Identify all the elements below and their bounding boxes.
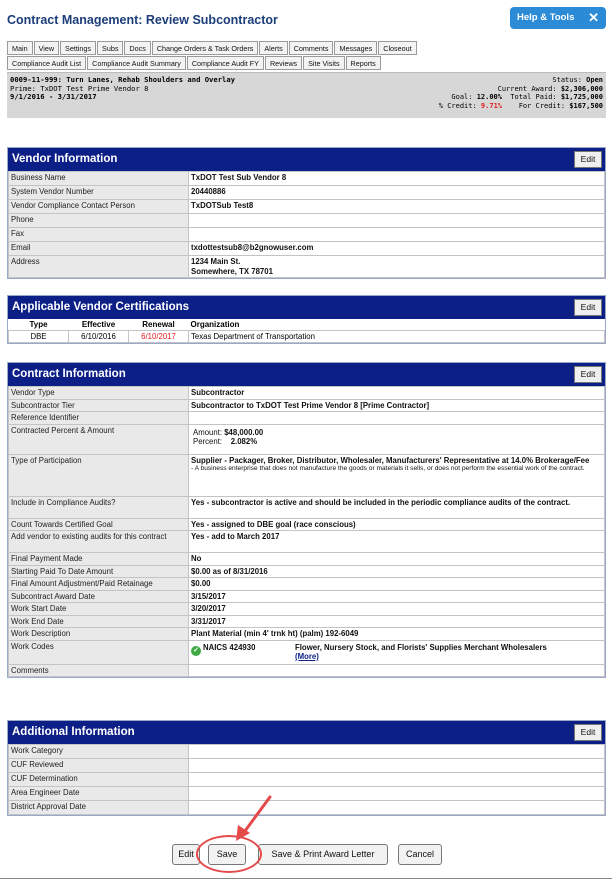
award-date-label: Subcontract Award Date [9,590,189,603]
field-label: Phone [9,214,189,228]
final-payment-value: No [189,553,605,566]
table-row [9,228,605,242]
tab-comments[interactable]: Comments [289,41,334,55]
table-row [9,172,605,186]
cert-renewal: 6/10/2017 [129,331,189,343]
table-row [9,331,605,343]
field-label: CUF Determination [9,773,189,787]
amount-value: $48,000.00 [224,427,264,437]
field-label: Email [9,242,189,256]
table-row [9,745,605,759]
status-value: Open [586,76,603,84]
more-link[interactable]: (More) [295,652,319,661]
end-date-value: 3/31/2017 [189,615,605,628]
field-label: Fax [9,228,189,242]
vendor-type-label: Vendor Type [9,387,189,400]
participation-note: - A business enterprise that does not manufacture the goods or materials it sells, or does not perform the essential work of the contract. [191,465,585,472]
goal-count-value: Yes - assigned to DBE goal (race conscious) [189,518,605,531]
percent-value: 2.082% [230,437,258,446]
audits-value: Yes - subcontractor is active and should be included in the periodic compliance audits of the contract. [189,496,605,518]
additional-edit-button[interactable]: Edit [574,724,602,741]
vendor-table [8,171,605,278]
cert-organization: Texas Department of Transportation [189,331,605,343]
table-row [9,214,605,228]
field-label: Area Engineer Date [9,787,189,801]
field-value: txdottestsub8@b2gnowuser.com [189,242,605,256]
tab-reviews[interactable]: Reviews [265,56,302,70]
address-line1: 1234 Main St. [191,257,241,266]
additional-information-panel [7,720,606,816]
field-value [189,773,605,787]
contract-summary [7,72,606,118]
tab-bar-main [7,41,418,55]
table-row [9,787,605,801]
tab-main[interactable]: Main [7,41,33,55]
tab-view[interactable]: View [34,41,59,55]
cert-type: DBE [9,331,69,343]
field-label: Vendor Compliance Contact Person [9,200,189,214]
goal-label: Goal: [451,93,473,101]
cert-effective: 6/10/2016 [69,331,129,343]
tools-icon: ✕ [588,10,599,25]
naics-code: NAICS 424930 [203,642,256,652]
additional-information-header: Additional Information [12,726,135,738]
tab-closeout[interactable]: Closeout [378,41,416,55]
tab-reports[interactable]: Reports [346,56,381,70]
table-row [9,801,605,815]
tab-messages[interactable]: Messages [334,41,377,55]
for-credit-value: $167,500 [569,101,603,110]
bottom-divider [0,878,612,879]
col-type: Type [9,319,69,331]
field-value: TxDOTSub Test8 [189,200,605,214]
contract-information-header: Contract Information [12,368,126,380]
table-row [9,200,605,214]
table-row [9,773,605,787]
tab-subs[interactable]: Subs [97,41,123,55]
contract-name: 0009-11-999: Turn Lanes, Rehab Shoulders and Overlay [10,75,236,84]
additional-table [8,744,605,815]
participation-label: Type of Participation [9,454,189,496]
work-codes-label: Work Codes [9,640,189,664]
field-value: TxDOT Test Sub Vendor 8 [189,172,605,186]
address-line2: Somewhere, TX 78701 [191,266,273,276]
tab-settings[interactable]: Settings [60,41,96,55]
total-paid-label: Total Paid: [510,93,557,102]
field-value [189,745,605,759]
page-title: Contract Management: Review Subcontractor [7,13,278,27]
vendor-type-value: Subcontractor [189,387,605,400]
percent-label: Percent: [193,437,223,446]
tab-compliance-audit-summary[interactable]: Compliance Audit Summary [87,56,186,70]
save-highlight [196,835,262,873]
tab-docs[interactable]: Docs [124,41,150,55]
amount-label: Amount: [193,427,223,437]
comments-label: Comments [9,664,189,677]
table-row [9,759,605,773]
start-date-label: Work Start Date [9,603,189,616]
certifications-header: Applicable Vendor Certifications [12,301,190,313]
contract-table [8,386,605,677]
certifications-panel [7,295,606,344]
contract-dates: 9/1/2016 - 3/31/2017 [10,92,97,102]
vendor-information-panel [7,147,606,279]
tab-site-visits[interactable]: Site Visits [303,56,344,70]
help-tools-label: Help & Tools [517,12,575,23]
goal-count-label: Count Towards Certified Goal [9,518,189,531]
table-row [9,242,605,256]
col-effective: Effective [69,319,129,331]
reference-value [189,412,605,425]
start-date-value: 3/20/2017 [189,603,605,616]
vendor-edit-button[interactable]: Edit [574,151,602,168]
starting-paid-value: $0.00 as of 8/31/2016 [189,565,605,578]
field-label: District Approval Date [9,801,189,815]
vendor-information-header: Vendor Information [12,153,118,165]
field-label: Business Name [9,172,189,186]
check-circle-icon: ✓ [191,646,201,656]
field-value [189,214,605,228]
final-adj-value: $0.00 [189,578,605,591]
end-date-label: Work End Date [9,615,189,628]
certifications-table [8,319,605,343]
col-organization: Organization [189,319,605,331]
tier-value: Subcontractor to TxDOT Test Prime Vendor 8 [Prime Contractor] [189,399,605,412]
field-value [189,228,605,242]
contracted-label: Contracted Percent & Amount [9,424,189,454]
status-label: Status: [552,76,582,84]
total-paid-value: $1,725,000 [560,93,603,102]
tab-compliance-audit-list[interactable]: Compliance Audit List [7,56,86,70]
current-award-label: Current Award: [497,84,557,93]
goal-value: 12.00% [476,93,502,101]
comments-value [189,664,605,677]
participation-value: Supplier - Packager, Broker, Distributor, Wholesaler, Manufacturers' Representative at 14.0% Brokerage/Fee [191,455,590,465]
tier-label: Subcontractor Tier [9,399,189,412]
award-date-value: 3/15/2017 [189,590,605,603]
certifications-edit-button[interactable]: Edit [574,299,602,316]
cancel-button[interactable]: Cancel [398,844,442,865]
current-award-value: $2,306,000 [560,84,603,93]
col-renewal: Renewal [129,319,189,331]
field-value [189,759,605,773]
for-credit-label: For Credit: [518,101,566,110]
description-value: Plant Material (min 4' trnk ht) (palm) 192-6049 [189,628,605,641]
audits-label: Include in Compliance Audits? [9,496,189,518]
add-vendor-value: Yes - add to March 2017 [189,531,605,553]
reference-label: Reference Identifier [9,412,189,425]
contract-information-panel [7,362,606,678]
address-label: Address [9,256,189,278]
table-row [9,186,605,200]
edit-button[interactable]: Edit [172,844,200,865]
help-tools-button[interactable] [510,7,606,29]
field-label: CUF Reviewed [9,759,189,773]
final-payment-label: Final Payment Made [9,553,189,566]
field-label: Work Category [9,745,189,759]
contract-edit-button[interactable]: Edit [574,366,602,383]
naics-description: Flower, Nursery Stock, and Florists' Supplies Merchant Wholesalers [295,642,547,652]
tab-bar-compliance [7,56,382,70]
final-adj-label: Final Amount Adjustment/Paid Retainage [9,578,189,591]
save-print-award-letter-button[interactable]: Save & Print Award Letter [258,844,388,865]
pct-credit-label: % Credit: [438,101,477,110]
field-label: System Vendor Number [9,186,189,200]
field-value: 20440886 [189,186,605,200]
add-vendor-label: Add vendor to existing audits for this contract [9,531,189,553]
starting-paid-label: Starting Paid To Date Amount [9,565,189,578]
pct-credit-value: 9.71% [480,101,502,110]
tab-alerts[interactable]: Alerts [259,41,287,55]
description-label: Work Description [9,628,189,641]
tab-change-orders-task-orders[interactable]: Change Orders & Task Orders [152,41,259,55]
contract-prime: Prime: TxDOT Test Prime Vendor 8 [10,83,149,93]
save-button[interactable]: Save [208,844,246,865]
tab-compliance-audit-fy[interactable]: Compliance Audit FY [187,56,264,70]
